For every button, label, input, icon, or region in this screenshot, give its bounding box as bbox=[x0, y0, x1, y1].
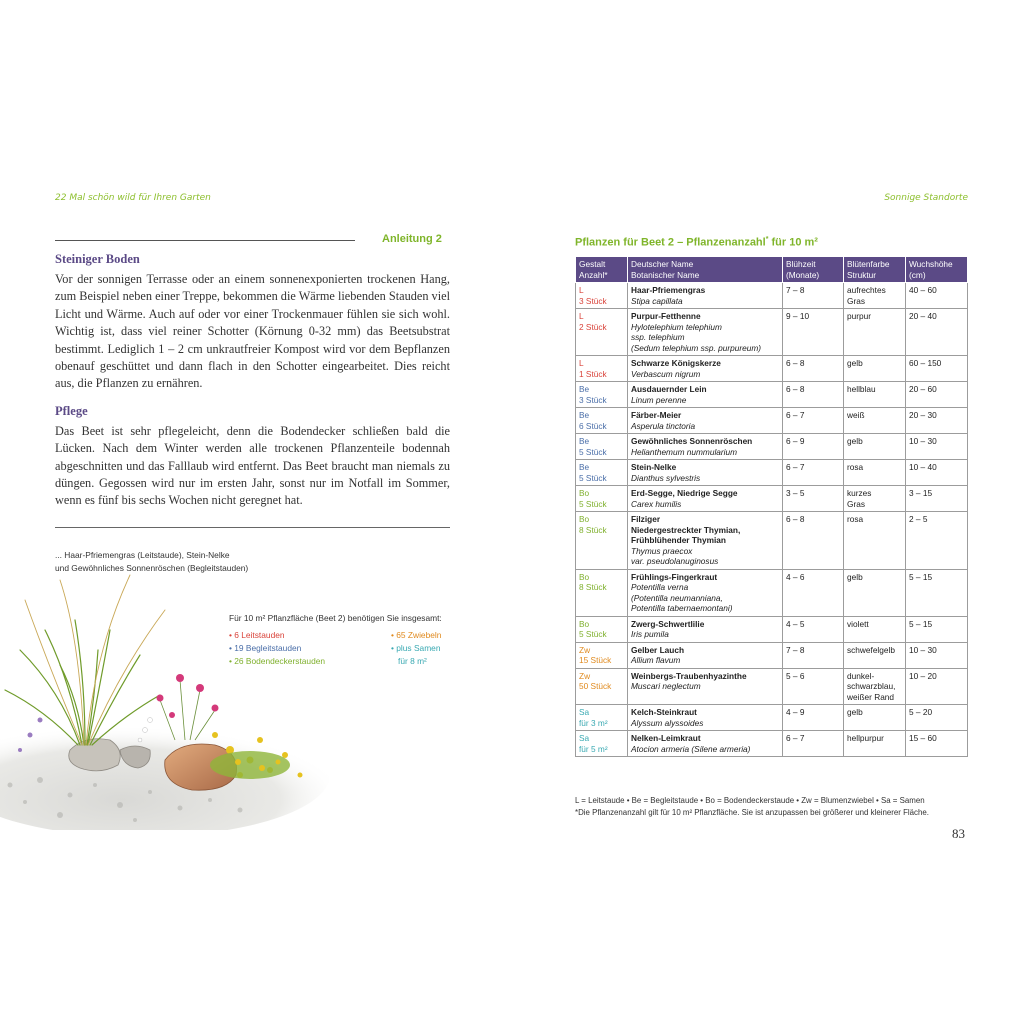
cell-plant-name bbox=[628, 486, 783, 512]
table-row bbox=[576, 460, 968, 486]
german-name: Frühblühender Thymian bbox=[631, 535, 726, 545]
cell-bluetenfarbe bbox=[844, 382, 906, 408]
cell-bluehzeit: 6 – 7 bbox=[783, 460, 844, 486]
table-row bbox=[576, 486, 968, 512]
gestalt-quantity: 8 Stück bbox=[579, 524, 607, 535]
cell-bluehzeit: 6 – 7 bbox=[783, 731, 844, 757]
botanical-name-line: Atocion armeria (Silene armeria) bbox=[631, 743, 751, 754]
german-name: Färber-Meier bbox=[631, 410, 682, 420]
gestalt-quantity: 50 Stück bbox=[579, 681, 612, 691]
botanical-name bbox=[631, 369, 779, 380]
botanical-name-line: Verbascum nigrum bbox=[631, 368, 701, 379]
gestalt-code: Bo bbox=[579, 618, 590, 629]
cell-wuchshoehe: 20 – 30 bbox=[906, 408, 968, 434]
summary-zwiebeln: • 65 Zwiebeln bbox=[391, 630, 442, 640]
cell-bluehzeit: 7 – 8 bbox=[783, 642, 844, 668]
botanical-name-line: Dianthus sylvestris bbox=[631, 472, 701, 483]
cell-gestalt bbox=[576, 408, 628, 434]
header-farbe-line2: Struktur bbox=[847, 269, 877, 280]
gestalt-code: Sa bbox=[579, 733, 590, 743]
cell-bluehzeit: 3 – 5 bbox=[783, 486, 844, 512]
cell-gestalt bbox=[576, 309, 628, 356]
cell-bluetenfarbe bbox=[844, 569, 906, 616]
german-name: Nelken-Leimkraut bbox=[631, 733, 701, 743]
gestalt-code: Be bbox=[579, 436, 590, 446]
color-structure-line: dunkel- bbox=[847, 670, 875, 681]
summary-leitstauden: • 6 Leitstauden bbox=[229, 630, 285, 640]
section-title-stony-soil: Steiniger Boden bbox=[55, 252, 140, 266]
color-structure-line: schwefelgelb bbox=[847, 644, 895, 655]
botanical-name-line: Stipa capillata bbox=[631, 295, 683, 306]
gestalt-quantity: für 5 m² bbox=[579, 743, 608, 754]
cell-wuchshoehe: 5 – 15 bbox=[906, 569, 968, 616]
botanical-name-line: Linum perenne bbox=[631, 394, 687, 405]
header-hoehe bbox=[906, 257, 968, 283]
legend-footnote: *Die Pflanzenanzahl gilt für 10 m² Pflanzfläche. Sie ist anzupassen bei größerer und kleinerer Fläche. bbox=[575, 807, 929, 817]
german-name: Frühlings-Fingerkraut bbox=[631, 571, 718, 582]
botanical-name-line: var. pseudolanuginosus bbox=[631, 556, 719, 566]
gestalt-quantity: 5 Stück bbox=[579, 498, 607, 509]
cell-plant-name bbox=[628, 512, 783, 570]
gestalt-code: L bbox=[579, 311, 584, 321]
plant-bed-illustration bbox=[0, 570, 330, 830]
gestalt-code: Bo bbox=[579, 514, 590, 524]
header-name bbox=[628, 257, 783, 283]
gestalt-quantity: für 3 m² bbox=[579, 717, 608, 728]
cell-bluetenfarbe bbox=[844, 309, 906, 356]
table-row bbox=[576, 668, 968, 705]
instruction-rule bbox=[55, 240, 355, 241]
color-structure-line: weißer Rand bbox=[847, 691, 895, 702]
section-title-care: Pflege bbox=[55, 403, 88, 418]
color-structure-line: hellblau bbox=[847, 384, 876, 394]
summary-bodendecker: • 26 Bodendeckerstauden bbox=[229, 656, 326, 666]
header-gestalt bbox=[576, 257, 628, 283]
summary-intro: Für 10 m² Pflanzfläche (Beet 2) benötigen Sie insgesamt: bbox=[229, 613, 442, 623]
table-row bbox=[576, 616, 968, 642]
color-structure-line: aufrechtes bbox=[847, 285, 886, 295]
botanical-name-line: Asperula tinctoria bbox=[631, 420, 696, 431]
gestalt-code: L bbox=[579, 358, 584, 368]
cell-gestalt bbox=[576, 569, 628, 616]
cell-bluehzeit: 6 – 8 bbox=[783, 382, 844, 408]
cell-wuchshoehe: 20 – 60 bbox=[906, 382, 968, 408]
color-structure-line: gelb bbox=[847, 358, 863, 368]
color-structure-line: Gras bbox=[847, 498, 865, 509]
cell-bluetenfarbe bbox=[844, 356, 906, 382]
botanical-name bbox=[631, 655, 779, 666]
cell-bluetenfarbe bbox=[844, 283, 906, 309]
caption-line: ... Haar-Pfriemengras (Leitstaude), Stein-Nelke bbox=[55, 550, 230, 560]
botanical-name bbox=[631, 421, 779, 432]
table-row bbox=[576, 731, 968, 757]
german-name: Haar-Pfriemengras bbox=[631, 285, 706, 295]
color-structure-line: rosa bbox=[847, 462, 864, 472]
cell-bluetenfarbe bbox=[844, 642, 906, 668]
table-row bbox=[576, 382, 968, 408]
table-title-suffix: für 10 m² bbox=[768, 236, 818, 249]
color-structure-line: weiß bbox=[847, 410, 865, 420]
botanical-name-line: Potentilla tabernaemontani) bbox=[631, 603, 733, 613]
german-name: Stein-Nelke bbox=[631, 462, 677, 472]
german-name: Weinbergs-Traubenhyazinthe bbox=[631, 670, 747, 681]
cell-wuchshoehe: 20 – 40 bbox=[906, 309, 968, 356]
color-structure-line: kurzes bbox=[847, 488, 872, 498]
cell-plant-name bbox=[628, 460, 783, 486]
cell-wuchshoehe: 5 – 20 bbox=[906, 705, 968, 731]
table-row bbox=[576, 356, 968, 382]
cell-bluehzeit: 4 – 5 bbox=[783, 616, 844, 642]
summary-begleitstauden: • 19 Begleitstauden bbox=[229, 643, 302, 653]
botanical-name bbox=[631, 395, 779, 406]
botanical-name-line: Thymus praecox bbox=[631, 545, 693, 556]
header-farbe-line1: Blütenfarbe bbox=[847, 259, 890, 269]
running-head-right: Sonnige Standorte bbox=[884, 193, 968, 203]
cell-bluetenfarbe bbox=[844, 434, 906, 460]
cell-gestalt bbox=[576, 356, 628, 382]
gestalt-code: Zw bbox=[579, 670, 591, 681]
cell-gestalt bbox=[576, 486, 628, 512]
gestalt-code: Be bbox=[579, 410, 590, 420]
gestalt-quantity: 8 Stück bbox=[579, 582, 607, 592]
german-name: Niedergestreckter Thymian, bbox=[631, 524, 741, 535]
table-row bbox=[576, 408, 968, 434]
header-name-line1: Deutscher Name bbox=[631, 259, 694, 269]
botanical-name-line: Iris pumila bbox=[631, 629, 669, 639]
running-head-left: 22 Mal schön wild für Ihren Garten bbox=[55, 193, 211, 203]
cell-gestalt bbox=[576, 382, 628, 408]
german-name: Ausdauernder Lein bbox=[631, 384, 707, 394]
gestalt-code: Bo bbox=[579, 488, 590, 498]
german-name: Gelber Lauch bbox=[631, 644, 685, 655]
cell-wuchshoehe: 10 – 40 bbox=[906, 460, 968, 486]
cell-wuchshoehe: 2 – 5 bbox=[906, 512, 968, 570]
cell-plant-name bbox=[628, 356, 783, 382]
color-structure-line: gelb bbox=[847, 707, 863, 717]
botanical-name bbox=[631, 629, 779, 640]
gestalt-quantity: 5 Stück bbox=[579, 472, 607, 483]
german-name: Erd-Segge, Niedrige Segge bbox=[631, 488, 738, 498]
botanical-name bbox=[631, 499, 779, 510]
cell-bluetenfarbe bbox=[844, 668, 906, 705]
botanical-name-line: Hylotelephium telephium bbox=[631, 321, 722, 332]
gestalt-quantity: 3 Stück bbox=[579, 295, 607, 306]
cell-plant-name bbox=[628, 569, 783, 616]
table-legend bbox=[575, 795, 929, 818]
gestalt-quantity: 1 Stück bbox=[579, 368, 607, 379]
color-structure-line: purpur bbox=[847, 311, 871, 321]
header-bluehzeit bbox=[783, 257, 844, 283]
table-body bbox=[576, 283, 968, 757]
table-title bbox=[575, 236, 818, 249]
botanical-name-line: ssp. telephium bbox=[631, 332, 685, 342]
cell-plant-name bbox=[628, 705, 783, 731]
cell-plant-name bbox=[628, 283, 783, 309]
cell-gestalt bbox=[576, 434, 628, 460]
botanical-name bbox=[631, 718, 779, 729]
table-header-row bbox=[576, 257, 968, 283]
table-row bbox=[576, 512, 968, 570]
botanical-name bbox=[631, 582, 779, 614]
gestalt-quantity: 2 Stück bbox=[579, 321, 607, 332]
botanical-name-line: Carex humilis bbox=[631, 498, 682, 509]
cell-gestalt bbox=[576, 642, 628, 668]
gestalt-quantity: 5 Stück bbox=[579, 629, 607, 639]
cell-bluehzeit: 4 – 6 bbox=[783, 569, 844, 616]
cell-plant-name bbox=[628, 382, 783, 408]
cell-gestalt bbox=[576, 668, 628, 705]
cell-gestalt bbox=[576, 283, 628, 309]
cell-bluehzeit: 6 – 8 bbox=[783, 512, 844, 570]
botanical-name-line: Potentilla verna bbox=[631, 582, 689, 592]
cell-plant-name bbox=[628, 434, 783, 460]
color-structure-line: Gras bbox=[847, 295, 865, 306]
cell-gestalt bbox=[576, 731, 628, 757]
gestalt-quantity: 6 Stück bbox=[579, 420, 607, 431]
table-row bbox=[576, 642, 968, 668]
gestalt-code: Be bbox=[579, 462, 590, 472]
cell-bluetenfarbe bbox=[844, 512, 906, 570]
cell-plant-name bbox=[628, 731, 783, 757]
color-structure-line: gelb bbox=[847, 436, 863, 446]
gestalt-code: L bbox=[579, 285, 584, 295]
cell-plant-name bbox=[628, 309, 783, 356]
color-structure-line: gelb bbox=[847, 571, 863, 582]
instruction-text-column bbox=[55, 250, 450, 510]
cell-bluehzeit: 6 – 7 bbox=[783, 408, 844, 434]
botanical-name-line: (Potentilla neumanniana, bbox=[631, 592, 723, 603]
cell-bluetenfarbe bbox=[844, 460, 906, 486]
table-row bbox=[576, 434, 968, 460]
gestalt-quantity: 5 Stück bbox=[579, 446, 607, 457]
botanical-name bbox=[631, 744, 779, 755]
german-name: Schwarze Königskerze bbox=[631, 358, 721, 368]
cell-bluehzeit: 7 – 8 bbox=[783, 283, 844, 309]
cell-bluehzeit: 6 – 8 bbox=[783, 356, 844, 382]
botanical-name bbox=[631, 473, 779, 484]
table-row bbox=[576, 569, 968, 616]
cell-wuchshoehe: 10 – 30 bbox=[906, 642, 968, 668]
german-name: Kelch-Steinkraut bbox=[631, 707, 697, 717]
cell-wuchshoehe: 60 – 150 bbox=[906, 356, 968, 382]
gestalt-code: Zw bbox=[579, 644, 591, 655]
botanical-name bbox=[631, 546, 779, 567]
cell-wuchshoehe: 3 – 15 bbox=[906, 486, 968, 512]
cell-bluetenfarbe bbox=[844, 705, 906, 731]
header-gestalt-line2: Anzahl* bbox=[579, 269, 608, 280]
cell-wuchshoehe: 10 – 20 bbox=[906, 668, 968, 705]
cell-bluetenfarbe bbox=[844, 616, 906, 642]
header-gestalt-line1: Gestalt bbox=[579, 259, 606, 269]
cell-wuchshoehe: 15 – 60 bbox=[906, 731, 968, 757]
cell-gestalt bbox=[576, 705, 628, 731]
cell-bluetenfarbe bbox=[844, 486, 906, 512]
german-name: Filziger bbox=[631, 514, 661, 524]
botanical-name bbox=[631, 322, 779, 354]
table-title-asterisk: * bbox=[765, 236, 769, 243]
instruction-label: Anleitung 2 bbox=[382, 233, 442, 245]
header-farbe bbox=[844, 257, 906, 283]
botanical-name-line: Alyssum alyssoides bbox=[631, 717, 704, 728]
gestalt-quantity: 3 Stück bbox=[579, 394, 607, 405]
botanical-name-line: Muscari neglectum bbox=[631, 681, 701, 691]
cell-bluehzeit: 4 – 9 bbox=[783, 705, 844, 731]
color-structure-line: violett bbox=[847, 618, 869, 629]
cell-plant-name bbox=[628, 668, 783, 705]
german-name: Zwerg-Schwertlilie bbox=[631, 618, 705, 629]
plants-table bbox=[575, 256, 968, 757]
caption-line: und Gewöhnliches Sonnenröschen (Begleitstauden) bbox=[55, 562, 249, 573]
cell-bluehzeit: 5 – 6 bbox=[783, 668, 844, 705]
botanical-name bbox=[631, 447, 779, 458]
section-text-care: Das Beet ist sehr pflegeleicht, denn die Bodendecker schließen bald die Lücken. Nach dem Winter werden alle trockenen Pflanzenteile bodennah abgeschnitten und das Falllaub wird entfernt. Das Beet braucht man niemals zu düngen. Gegossen wird nur im ersten Jahr, sonst nur im Notfall im Sommer, wenn es fünf bis sechs Wochen nicht geregnet hat. bbox=[55, 423, 450, 508]
table-row bbox=[576, 705, 968, 731]
header-hoehe-line1: Wuchshöhe bbox=[909, 259, 953, 269]
summary-samen: • plus Samen bbox=[391, 643, 441, 653]
cell-plant-name bbox=[628, 616, 783, 642]
german-name: Purpur-Fetthenne bbox=[631, 311, 701, 321]
table-row bbox=[576, 309, 968, 356]
header-bluehzeit-line1: Blühzeit bbox=[786, 259, 816, 269]
cell-wuchshoehe: 10 – 30 bbox=[906, 434, 968, 460]
color-structure-line: schwarzblau, bbox=[847, 681, 896, 691]
cell-wuchshoehe: 5 – 15 bbox=[906, 616, 968, 642]
table-title-text: Pflanzen für Beet 2 – Pflanzenanzahl bbox=[575, 236, 766, 249]
color-structure-line: rosa bbox=[847, 514, 864, 524]
gestalt-code: Sa bbox=[579, 707, 590, 717]
cell-gestalt bbox=[576, 616, 628, 642]
section-text-stony-soil: Vor der sonnigen Terrasse oder an einem sonnenexponierten trockenen Hang, zum Beispiel neben einer Treppe, bekommen die Wärme liebenden Stauden viel Licht und Wärme. Auch auf oder vor einer Trockenmauer fühlen sie sich wohl. Wichtig ist, dass viel reiner Schotter (Körnung 0-32 mm) das Beetsubstrat bestimmt. Lediglich 1 – 2 cm unkrautfreier Kompost wird vor dem Bepflanzen obenauf geschüttet und dann flach in den Schotter eingearbeitet. Dies reicht aus, die Pflanzen zu ernähren. bbox=[55, 272, 450, 391]
header-bluehzeit-line2: (Monate) bbox=[786, 269, 820, 280]
table-row bbox=[576, 283, 968, 309]
gestalt-quantity: 15 Stück bbox=[579, 655, 612, 665]
cell-gestalt bbox=[576, 512, 628, 570]
german-name: Gewöhnliches Sonnenröschen bbox=[631, 436, 753, 446]
header-hoehe-line2: (cm) bbox=[909, 269, 926, 280]
gestalt-code: Be bbox=[579, 384, 590, 394]
page-number: 83 bbox=[952, 826, 965, 841]
cell-bluehzeit: 6 – 9 bbox=[783, 434, 844, 460]
botanical-name-line: Helianthemum nummularium bbox=[631, 446, 738, 457]
header-name-line2: Botanischer Name bbox=[631, 269, 700, 280]
summary-samen-area: für 8 m² bbox=[398, 656, 427, 666]
gestalt-code: Bo bbox=[579, 571, 590, 582]
cell-bluetenfarbe bbox=[844, 731, 906, 757]
botanical-name-line: (Sedum telephium ssp. purpureum) bbox=[631, 342, 762, 353]
cell-plant-name bbox=[628, 408, 783, 434]
botanical-name bbox=[631, 296, 779, 307]
cell-wuchshoehe: 40 – 60 bbox=[906, 283, 968, 309]
text-bottom-rule bbox=[55, 527, 450, 528]
legend-abbreviations: L = Leitstaude • Be = Begleitstaude • Bo = Bodendeckerstaude • Zw = Blumenzwiebel • Sa = Samen bbox=[575, 796, 925, 805]
botanical-name-line: Allium flavum bbox=[631, 655, 681, 665]
botanical-name bbox=[631, 681, 779, 692]
cell-bluetenfarbe bbox=[844, 408, 906, 434]
cell-plant-name bbox=[628, 642, 783, 668]
cell-bluehzeit: 9 – 10 bbox=[783, 309, 844, 356]
color-structure-line: hellpurpur bbox=[847, 733, 884, 743]
cell-gestalt bbox=[576, 460, 628, 486]
